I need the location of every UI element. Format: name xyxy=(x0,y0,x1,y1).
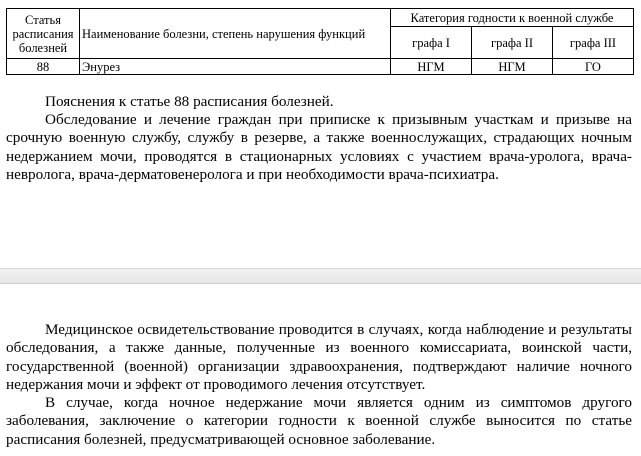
disease-schedule-table xyxy=(6,8,634,75)
explanation-paragraph-1: Обследование и лечение граждан при приписке к призывным участкам и призыве на срочную военную службу, службу в резерве, а также военнослужащих, страдающих ночным недержанием мочи, проводятся в стационарных условиях с участием врача-уролога, врача-невролога, врача-дерматовенеролога и при необходимости врача-психиатра. xyxy=(6,111,632,184)
explanation-paragraph-2: Медицинское освидетельствование проводится в случаях, когда наблюдение и результаты обследования, а также данные, полученные из военного комиссариата, воинской части, государственной (военной) организации здравоохранения, подтверждают наличие ночного недержания мочи и эффект от проводимого лечения отсутствует. xyxy=(6,321,632,394)
header-graph-3: графа III xyxy=(553,27,634,59)
cell-graph-1: НГМ xyxy=(391,59,472,75)
header-graph-2: графа II xyxy=(472,27,553,59)
cell-graph-2: НГМ xyxy=(472,59,553,75)
cell-graph-3: ГО xyxy=(553,59,634,75)
header-disease: Наименование болезни, степень нарушения функций xyxy=(80,9,391,59)
header-category: Категория годности к военной службе xyxy=(391,9,634,27)
explanation-paragraph-3: В случае, когда ночное недержание мочи является одним из симптомов другого заболевания, заключение о категории годности к военной службе выносится по статье расписания болезней, предусматривающей основное заболевание. xyxy=(6,394,632,448)
cell-article: 88 xyxy=(7,59,80,75)
header-graph-1: графа I xyxy=(391,27,472,59)
cell-disease: Энурез xyxy=(80,59,391,75)
page-separator xyxy=(0,268,641,284)
table-row xyxy=(7,59,634,75)
header-article: Статья расписания болезней xyxy=(7,9,80,59)
explanation-title: Пояснения к статье 88 расписания болезней. xyxy=(45,93,334,110)
